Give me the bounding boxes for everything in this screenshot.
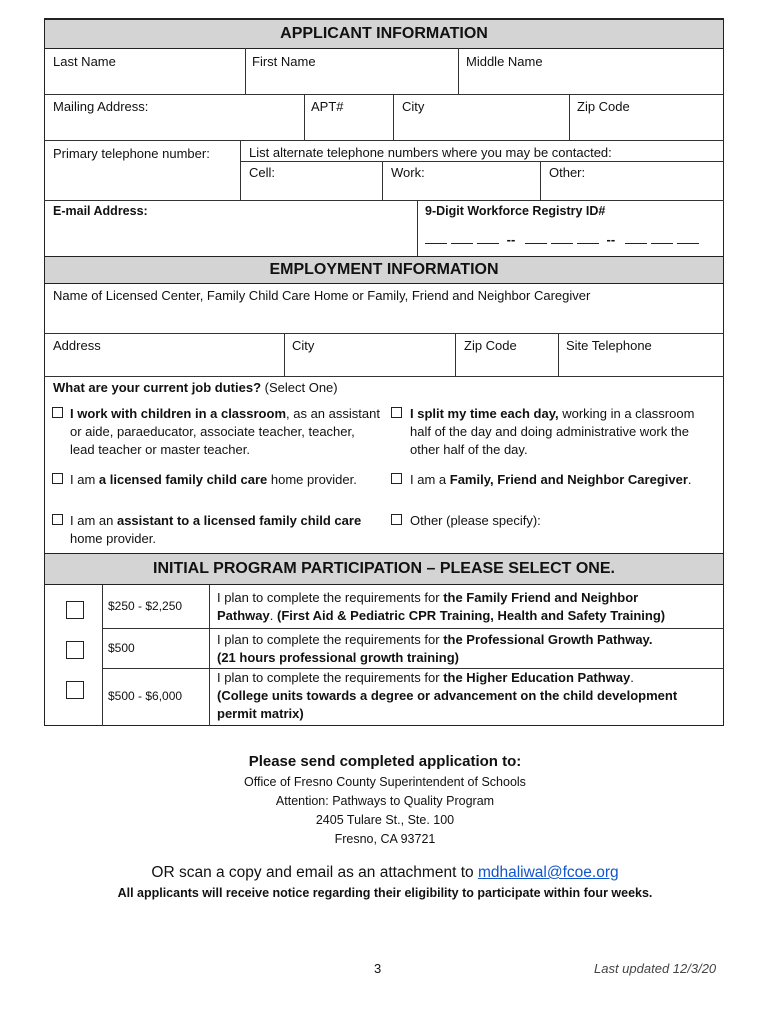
middle-name-field[interactable]: Middle Name xyxy=(466,54,543,69)
job-duties-question: What are your current job duties? (Select One) xyxy=(53,380,338,395)
last-updated: Last updated 12/3/20 xyxy=(594,961,717,976)
divider xyxy=(102,585,103,726)
eligibility-notice: All applicants will receive notice regarding their eligibility to participate within four weeks. xyxy=(117,886,653,900)
licensed-provider-checkbox[interactable] xyxy=(52,473,63,484)
ffn-pathway-description: I plan to complete the requirements for the Family Friend and Neighbor Pathway. (First Aid & Pediatric CPR Training, Health and Safety Training) xyxy=(217,590,666,623)
registry-id-field[interactable] xyxy=(425,232,703,247)
professional-growth-description: I plan to complete the requirements for the Professional Growth Pathway. (21 hours professional growth training) xyxy=(217,632,653,665)
other-checkbox[interactable] xyxy=(391,514,402,525)
alt-phone-label: List alternate telephone numbers where you may be contacted: xyxy=(249,145,612,160)
higher-education-checkbox[interactable] xyxy=(66,681,84,699)
professional-growth-amount: $500 xyxy=(108,641,135,655)
divider xyxy=(240,161,724,162)
city-state-zip: Fresno, CA 93721 xyxy=(334,832,436,846)
other-option-label: Other (please specify): xyxy=(410,513,541,528)
first-name-field[interactable]: First Name xyxy=(252,54,316,69)
divider xyxy=(44,200,724,201)
scan-email-line: OR scan a copy and email as an attachment to mdhaliwal@fcoe.org xyxy=(151,864,619,881)
office-name: Office of Fresno County Superintendent of Schools xyxy=(244,775,526,789)
employment-header: EMPLOYMENT INFORMATION xyxy=(45,256,723,284)
divider xyxy=(44,140,724,141)
divider xyxy=(304,94,305,140)
work-zip-field[interactable]: Zip Code xyxy=(464,338,517,353)
divider xyxy=(382,161,383,200)
applicant-header: APPLICANT INFORMATION xyxy=(45,19,723,49)
ffn-caregiver-option-label: I am a Family, Friend and Neighbor Caregiver. xyxy=(410,472,692,487)
center-name-field[interactable]: Name of Licensed Center, Family Child Care Home or Family, Friend and Neighbor Caregiver xyxy=(53,288,591,303)
divider xyxy=(44,333,724,334)
city-field[interactable]: City xyxy=(402,99,425,114)
ffn-caregiver-checkbox[interactable] xyxy=(391,473,402,484)
cell-field[interactable]: Cell: xyxy=(249,165,276,180)
divider xyxy=(284,333,285,376)
last-name-field[interactable]: Last Name xyxy=(53,54,116,69)
registry-dash: -- xyxy=(606,232,616,247)
registry-dash: -- xyxy=(506,232,516,247)
divider xyxy=(209,585,210,726)
page-number: 3 xyxy=(374,961,382,976)
split-time-checkbox[interactable] xyxy=(391,407,402,418)
primary-phone-field[interactable]: Primary telephone number: xyxy=(53,146,210,161)
program-header: INITIAL PROGRAM PARTICIPATION – PLEASE SELECT ONE. xyxy=(45,553,723,585)
site-telephone-field[interactable]: Site Telephone xyxy=(566,338,652,353)
divider xyxy=(417,200,418,256)
licensed-provider-option-label: I am a licensed family child care home provider. xyxy=(70,472,357,487)
divider xyxy=(44,94,724,95)
classroom-option-label: I work with children in a classroom, as an assistant or aide, paraeducator, associate teacher, teacher, lead teacher or master teacher. xyxy=(70,406,380,457)
send-application-title: Please send completed application to: xyxy=(248,753,522,770)
work-address-field[interactable]: Address xyxy=(53,338,101,353)
other-phone-field[interactable]: Other: xyxy=(549,165,586,180)
split-time-option-label: I split my time each day, working in a classroom half of the day and doing administrative work the other half of the day. xyxy=(410,406,695,457)
assistant-provider-checkbox[interactable] xyxy=(52,514,63,525)
attention-line: Attention: Pathways to Quality Program xyxy=(275,794,495,808)
email-link[interactable]: mdhaliwal@fcoe.org xyxy=(477,864,619,881)
professional-growth-checkbox[interactable] xyxy=(66,641,84,659)
classroom-checkbox[interactable] xyxy=(52,407,63,418)
ffn-pathway-amount: $250 - $2,250 xyxy=(108,599,183,613)
zip-field[interactable]: Zip Code xyxy=(577,99,630,114)
assistant-provider-option-label: I am an assistant to a licensed family child care home provider. xyxy=(70,513,362,546)
higher-education-description: I plan to complete the requirements for the Higher Education Pathway. (College units towards a degree or advancement on the child development permit matrix) xyxy=(217,670,678,721)
mailing-address-field[interactable]: Mailing Address: xyxy=(53,99,149,114)
higher-education-amount: $500 - $6,000 xyxy=(108,689,183,703)
street-address: 2405 Tulare St., Ste. 100 xyxy=(315,813,455,827)
registry-id-label: 9-Digit Workforce Registry ID# xyxy=(425,204,606,218)
ffn-pathway-checkbox[interactable] xyxy=(66,601,84,619)
divider xyxy=(102,628,724,629)
divider xyxy=(393,94,394,140)
divider xyxy=(455,333,456,376)
divider xyxy=(569,94,570,140)
email-field[interactable]: E-mail Address: xyxy=(53,204,148,218)
apt-field[interactable]: APT# xyxy=(311,99,344,114)
work-field[interactable]: Work: xyxy=(391,165,425,180)
divider xyxy=(540,161,541,200)
divider xyxy=(558,333,559,376)
work-city-field[interactable]: City xyxy=(292,338,315,353)
divider xyxy=(245,48,246,94)
divider xyxy=(44,376,724,377)
divider xyxy=(458,48,459,94)
divider xyxy=(240,140,241,200)
